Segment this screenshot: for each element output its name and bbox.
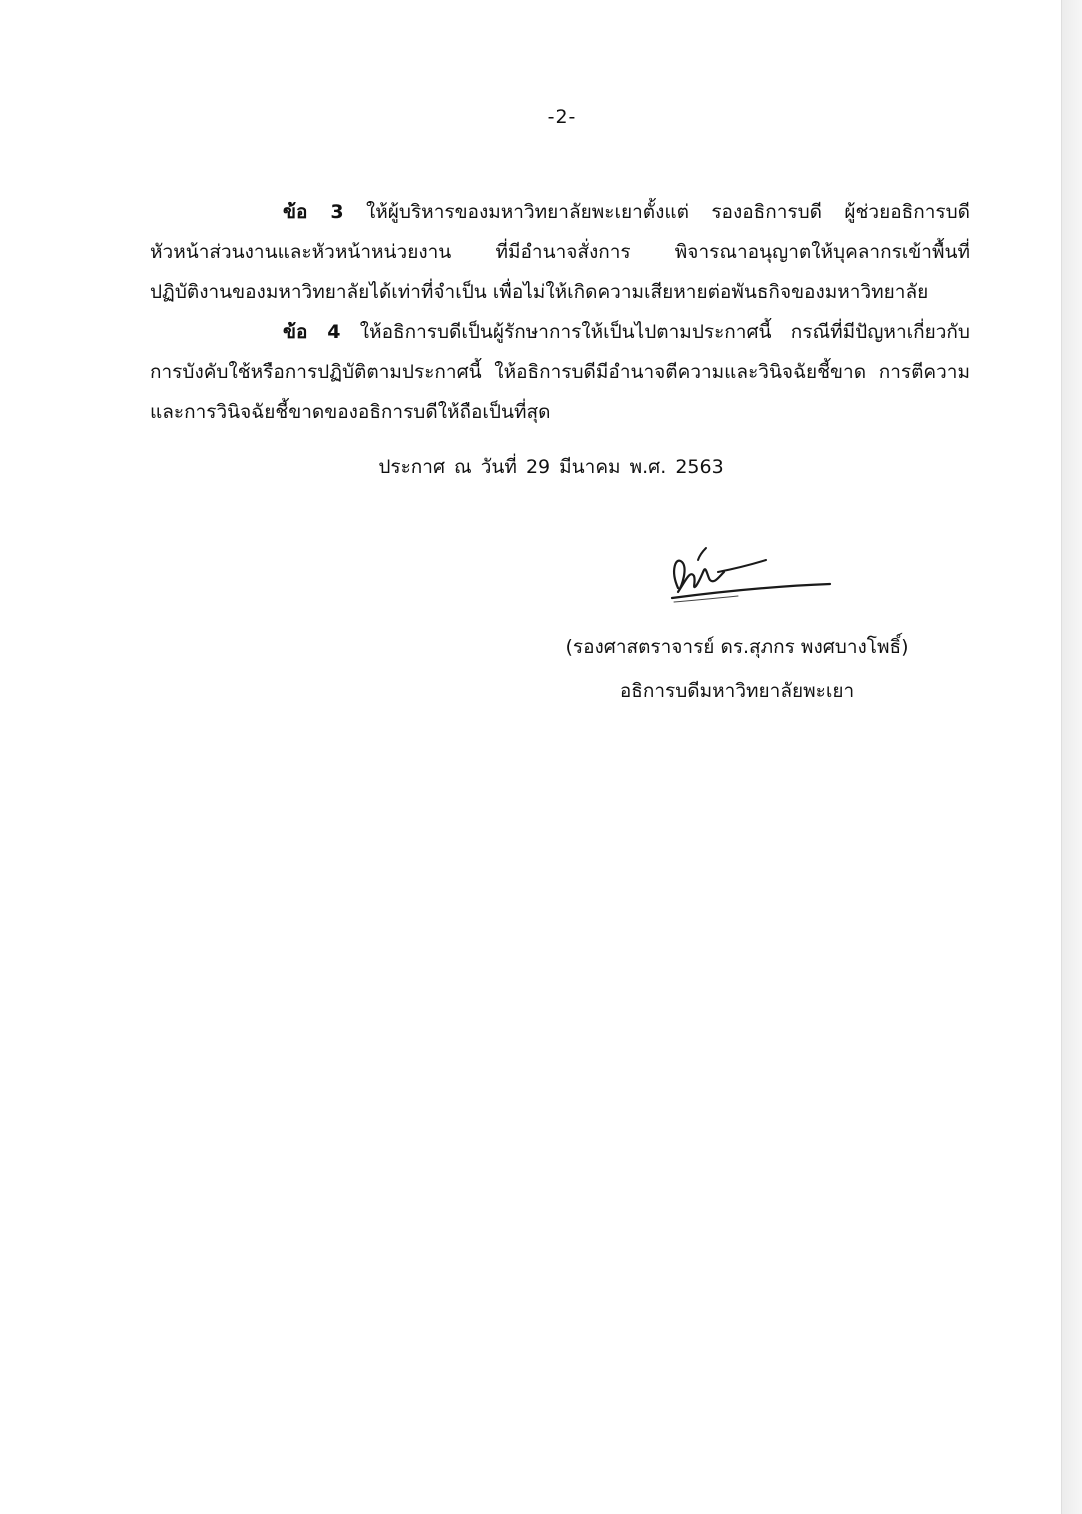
document-body xyxy=(150,192,970,432)
announcement-date: ประกาศ ณ วันที่ 29 มีนาคม พ.ศ. 2563 xyxy=(378,456,724,478)
clause-4-line-3: และการวินิจฉัยชี้ขาดของอธิการบดีให้ถือเป็นที่สุด xyxy=(150,401,551,423)
clause-3-line-3: ปฏิบัติงานของมหาวิทยาลัยได้เท่าที่จำเป็น เพื่อไม่ให้เกิดความเสียหายต่อพันธกิจของมหาวิทยาลัย xyxy=(150,281,929,303)
clause-3-label: ข้อ 3 xyxy=(283,201,344,223)
signer-title: อธิการบดีมหาวิทยาลัยพะเยา xyxy=(619,680,855,702)
clause-4-line-2: การบังคับใช้หรือการปฏิบัติตามประกาศนี้ ให้อธิการบดีมีอำนาจตีความและวินิจฉัยชี้ขาด การตีความ xyxy=(150,361,970,383)
clause-4-text-1: ให้อธิการบดีเป็นผู้รักษาการให้เป็นไปตามประกาศนี้ กรณีที่มีปัญหาเกี่ยวกับ xyxy=(359,321,970,343)
page-edge-shadow xyxy=(1061,0,1082,1514)
clause-3-line-1 xyxy=(150,192,970,232)
signature-image xyxy=(658,540,838,608)
clause-4-label: ข้อ 4 xyxy=(283,321,341,343)
page-number: -2- xyxy=(547,106,577,128)
clause-3-line-2: หัวหน้าส่วนงานและหัวหน้าหน่วยงาน ที่มีอำนาจสั่งการ พิจารณาอนุญาตให้บุคลากรเข้าพื้นที่ xyxy=(150,241,970,263)
signer-name: (รองศาสตราจารย์ ดร.สุภกร พงศบางโพธิ์) xyxy=(565,636,909,658)
clause-4-line-1 xyxy=(150,312,970,352)
clause-3-text-1: ให้ผู้บริหารของมหาวิทยาลัยพะเยาตั้งแต่ รองอธิการบดี ผู้ช่วยอธิการบดี xyxy=(365,201,971,223)
